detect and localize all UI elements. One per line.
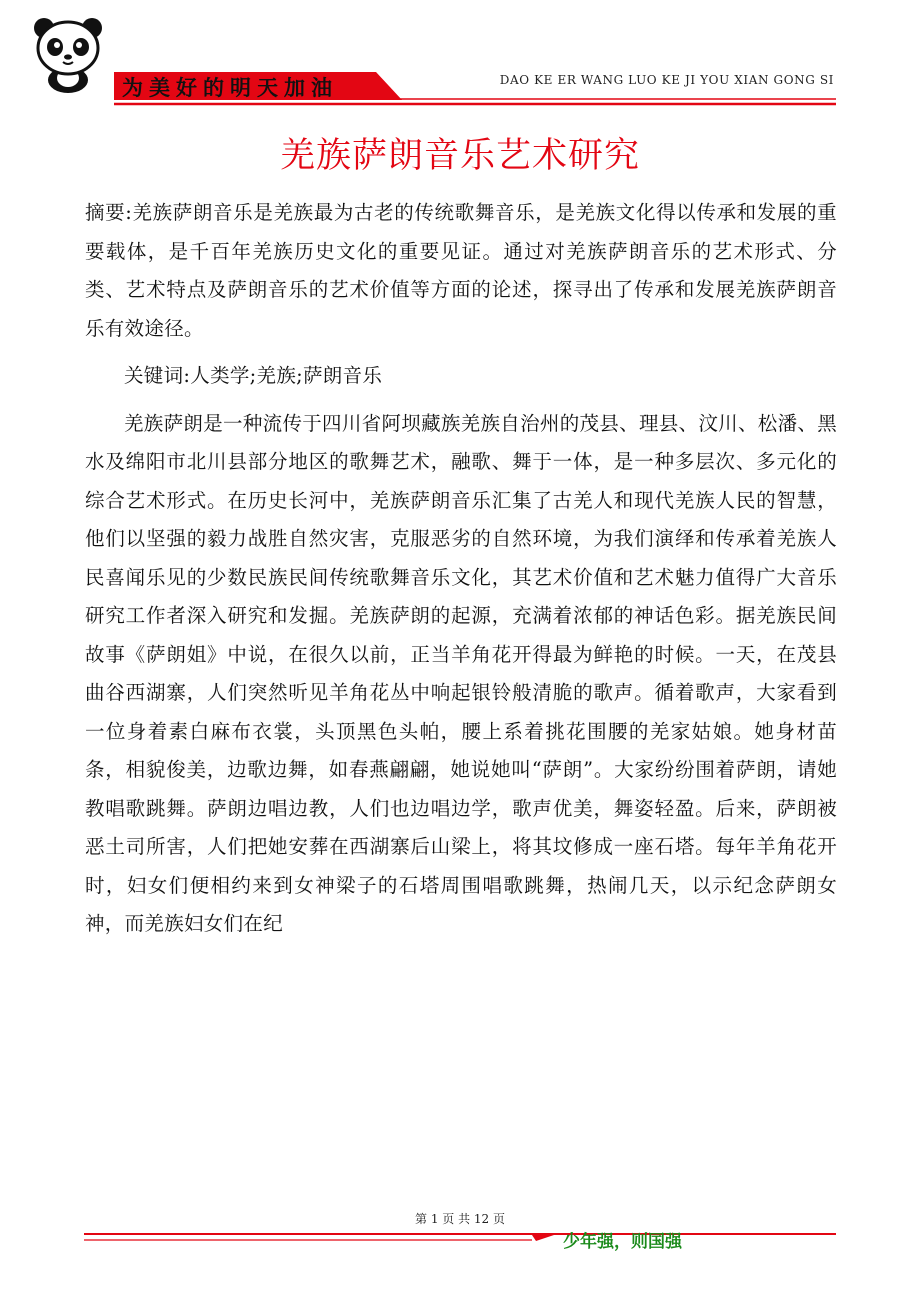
footer-slogan: 少年强，则国强 xyxy=(563,1232,682,1252)
header-slogan: 为美好的明天加油 xyxy=(122,76,338,100)
footer-divider xyxy=(84,1224,836,1248)
body-paragraph: 羌族萨朗是一种流传于四川省阿坝藏族羌族自治州的茂县、理县、汶川、松潘、黑水及绵阳市北川县部分地区的歌舞艺术，融歌、舞于一体，是一种多层次、多元化的综合艺术形式。在历史长河中，羌族萨朗音乐汇集了古羌人和现代羌族人民的智慧，他们以坚强的毅力战胜自然灾害，克服恶劣的自然环境，为我们演绎和传承着羌族人民喜闻乐见的少数民族民间传统歌舞音乐文化，其艺术价值和艺术魅力值得广大音乐研究工作者深入研究和发掘。羌族萨朗的起源，充满着浓郁的神话色彩。据羌族民间故事《萨朗姐》中说，在很久以前，正当羊角花开得最为鲜艳的时候。一天，在茂县曲谷西湖寨，人们突然听见羊角花丛中响起银铃般清脆的歌声。循着歌声，大家看到一位身着素白麻布衣裳，头顶黑色头帕，腰上系着挑花围腰的羌家姑娘。她身材苗条，相貌俊美，边歌边舞，如春燕翩翩，她说她叫“萨朗”。大家纷纷围着萨朗，请她教唱歌跳舞。萨朗边唱边教，人们也边唱边学，歌声优美，舞姿轻盈。后来，萨朗被恶土司所害，人们把她安葬在西湖寨后山梁上，将其坟修成一座石塔。每年羊角花开时，妇女们便相约来到女神梁子的石塔周围唱歌跳舞，热闹几天，以示纪念萨朗女神，而羌族妇女们在纪 xyxy=(85,411,837,935)
header-divider xyxy=(114,94,836,106)
document-title: 羌族萨朗音乐艺术研究 xyxy=(279,136,640,176)
page-number: 第 1 页 共 12 页 xyxy=(415,1212,505,1226)
panda-icon xyxy=(30,14,106,94)
abstract-paragraph: 摘要:羌族萨朗音乐是羌族最为古老的传统歌舞音乐，是羌族文化得以传承和发展的重要载体，是千百年羌族历史文化的重要见证。通过对羌族萨朗音乐的艺术形式、分类、艺术特点及萨朗音乐的艺术价值等方面的论述，探寻出了传承和发展羌族萨朗音乐有效途径。 xyxy=(85,201,837,340)
keywords-paragraph: 关键词:人类学;羌族;萨朗音乐 xyxy=(124,364,383,387)
header-company-name: DAO KE ER WANG LUO KE JI YOU XIAN GONG SI xyxy=(499,73,834,87)
document-body xyxy=(85,194,837,953)
